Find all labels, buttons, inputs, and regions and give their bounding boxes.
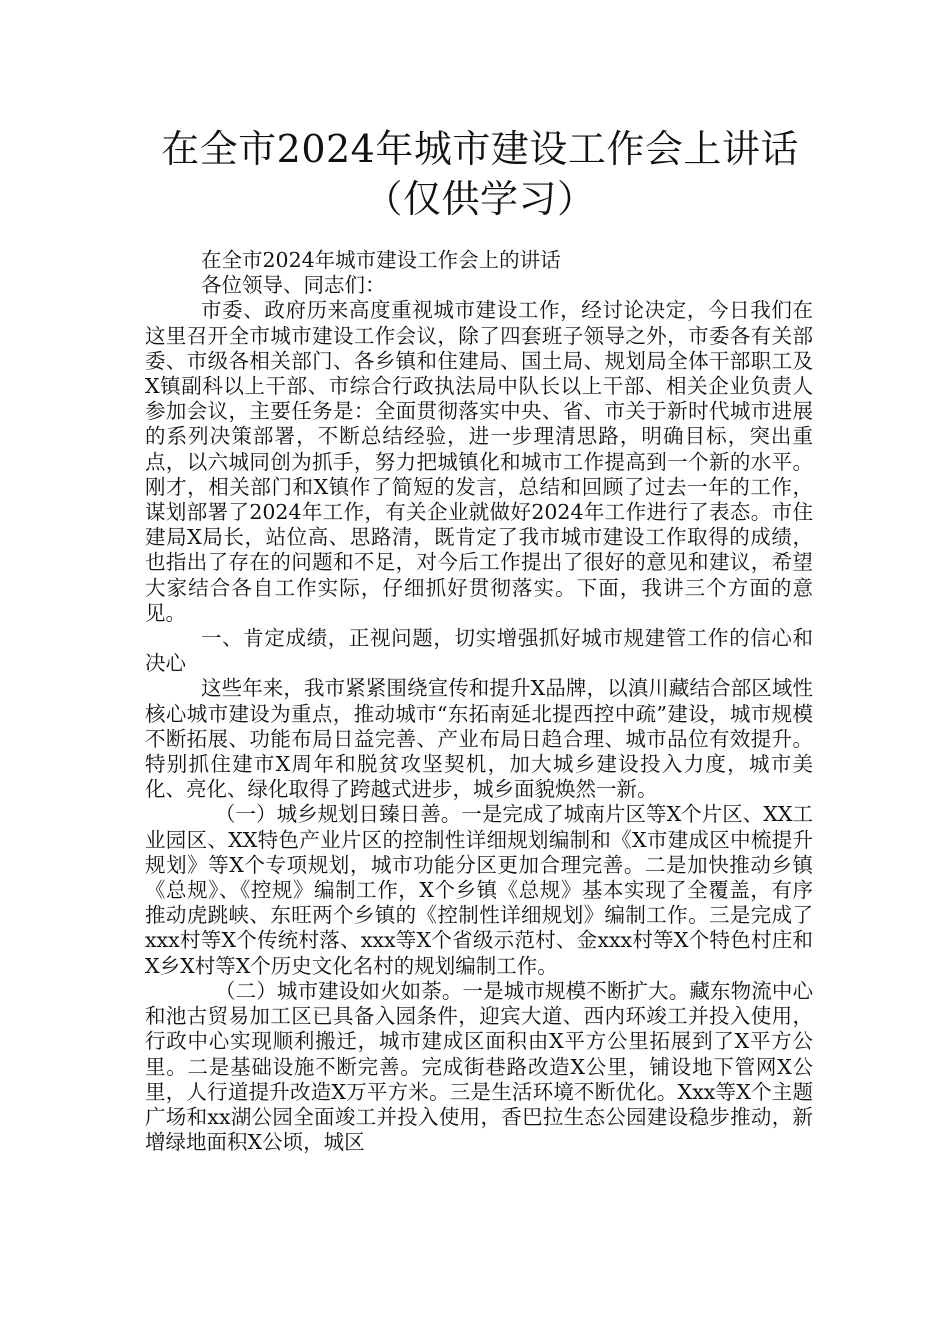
paragraph-urban-planning: （一）城乡规划日臻日善。一是完成了城南片区等X个片区、XX工业园区、XX特色产业片区的控制性详细规划编制和《X市建成区中梳提升规划》等X个专项规划，城市功能分区更加合理完善。二是加快推动乡镇《总规》、《控规》编制工作，X个乡镇《总规》基本实现了全覆盖，有序推动虎跳峡、东旺两个乡镇的《控制性详细规划》编制工作。三是完成了xxx村等X个传统村落、xxx等X个省级示范村、金xxx村等X个特色村庄和X乡X村等X个历史文化名村的规划编制工作。 (145, 802, 813, 978)
paragraph-urban-construction: （二）城市建设如火如荼。一是城市规模不断扩大。藏东物流中心和池古贸易加工区已具备入园条件，迎宾大道、西内环竣工并投入使用，行政中心实现顺利搬迁，城市建成区面积由X平方公里拓展到了X平方公里。二是基础设施不断完善。完成街巷路改造X公里，铺设地下管网X公里，人行道提升改造X万平方米。三是生活环境不断优化。Xxx等X个主题广场和xx湖公园全面竣工并投入使用，香巴拉生态公园建设稳步推动，新增绿地面积X公顷，城区 (145, 978, 813, 1155)
document-title: 在全市2024年城市建设工作会上讲话（仅供学习） (161, 127, 799, 221)
speech-subtitle: 在全市2024年城市建设工作会上的讲话 (201, 248, 561, 272)
salutation: 各位领导、同志们： (201, 273, 386, 298)
paragraph-achievements: 这些年来，我市紧紧围绕宣传和提升X品牌，以滇川藏结合部区域性核心城市建设为重点，推动城市“东拓南延北提西控中疏”建设，城市规模不断拓展、功能布局日益完善、产业布局日趋合理、城市品位有效提升。特别抓住建市X周年和脱贫攻坚契机，加大城乡建设投入力度，城市美化、亮化、绿化取得了跨越式进步，城乡面貌焕然一新。 (145, 676, 813, 802)
paragraph-opening: 市委、政府历来高度重视城市建设工作，经讨论决定，今日我们在这里召开全市城市建设工作会议，除了四套班子领导之外，市委各有关部委、市级各相关部门、各乡镇和住建局、国土局、规划局全体干部职工及X镇副科以上干部、市综合行政执法局中队长以上干部、相关企业负责人参加会议，主要任务是：全面贯彻落实中央、省、市关于新时代城市进展的系列决策部署，不断总结经验，进一步理清思路，明确目标，突出重点，以六城同创为抓手，努力把城镇化和城市工作提高到一个新的水平。刚才，相关部门和X镇作了简短的发言，总结和回顾了过去一年的工作，谋划部署了2024年工作，有关企业就做好2024年工作进行了表态。市住建局X局长，站位高、思路清，既肯定了我市城市建设工作取得的成绩，也指出了存在的问题和不足，对今后工作提出了很好的意见和建议，希望大家结合各自工作实际，仔细抓好贯彻落实。下面，我讲三个方面的意见。 (145, 298, 813, 625)
section-heading-1: 一、肯定成绩，正视问题，切实增强抓好城市规建管工作的信心和决心 (145, 626, 813, 676)
document-body (145, 248, 813, 1155)
